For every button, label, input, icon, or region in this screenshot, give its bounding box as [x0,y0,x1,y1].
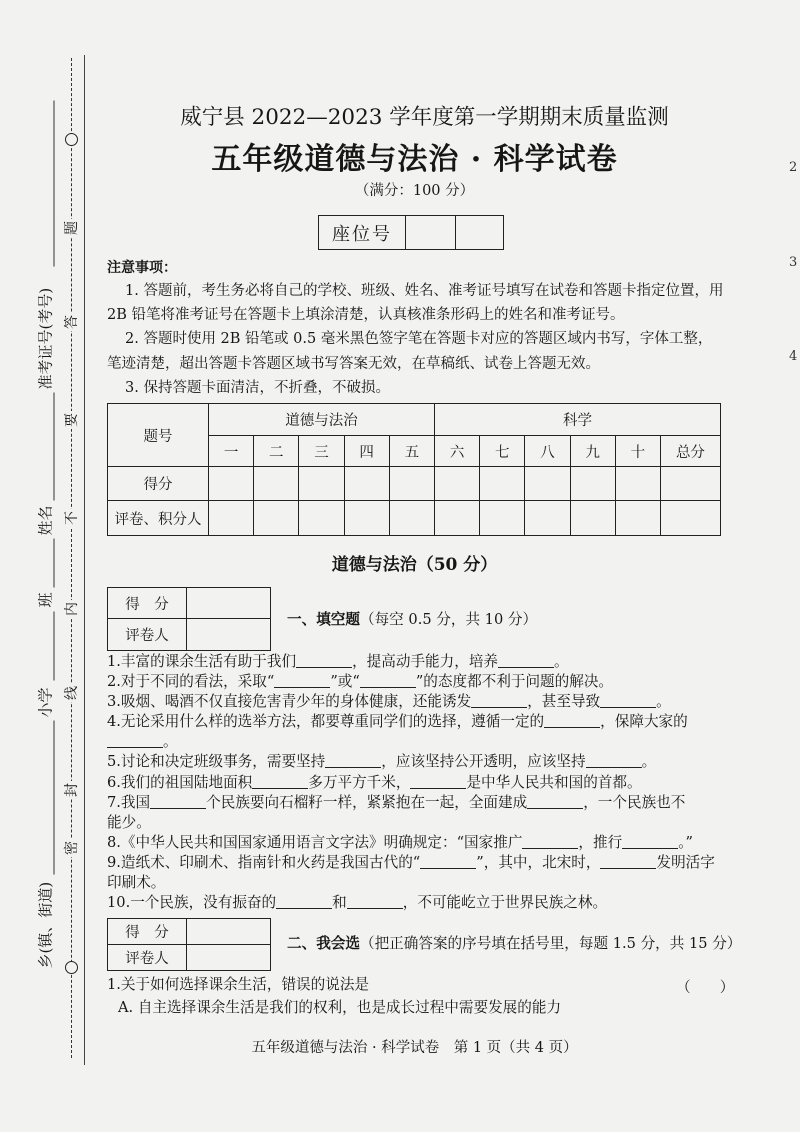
question-text: 2.对于不同的看法，采取“ [107,673,275,691]
column-header: 二 [254,436,299,467]
question-text: ，甚至导致 [527,693,601,711]
part1-heading [287,610,537,630]
question-text: ”或“ [330,673,360,691]
question-text: 。 [641,753,657,771]
fill-question-1 [107,652,747,672]
question-line [107,692,747,712]
answer-blank [274,674,330,688]
fill-question-3 [107,692,747,712]
fill-question-5 [107,752,747,772]
question-text: 。 [163,733,178,751]
part2-heading [287,934,741,954]
township-blank [34,720,54,874]
seat-number-label: 座位号 [319,216,406,250]
part2-score-box [107,918,271,971]
question-text: 8.《中华人民共和国国家通用语言文字法》明确规定：“国家推广 [107,833,523,851]
note-3-line: 3. 保持答题卡面清洁，不折叠，不破损。 [125,379,390,396]
page-footer: 五年级道德与法治 · 科学试卷 第 1 页（共 4 页） [251,1040,578,1056]
row-header-score: 得分 [108,467,209,501]
note-2-line: 笔迹清楚，超出答题卡答题区域书写答案无效，在草稿纸、试卷上答题无效。 [107,355,600,372]
question-text: 4.无论采用什么样的选举方法，都要尊重同学们的选择，遵循一定的 [107,713,545,731]
question-text: ，推行 [578,833,623,851]
grader-label: 评卷人 [108,619,187,651]
grader-cell [187,619,271,651]
answer-blank [252,775,308,789]
question-text: 1.丰富的课余生活有助于我们 [107,653,297,670]
grader-cell [254,501,299,536]
answer-blank [498,654,554,668]
question-line [107,773,747,793]
fill-question-2 [107,672,747,692]
grader-label: 评卷人 [108,945,187,971]
exam-title-line2: 五年级道德与法治 · 科学试卷 [211,142,618,177]
fill-question-7 [107,793,747,833]
row-header-grader: 评卷、积分人 [108,501,209,536]
score-cell [660,467,720,501]
answer-blank [527,795,583,809]
score-cell [299,467,344,501]
answer-blank [410,775,466,789]
question-line [107,893,747,913]
township-label: 乡(镇、街道) [36,881,54,968]
grader-cell [525,501,570,536]
answer-blank [600,694,656,708]
question-text: 7.我国 [107,793,151,811]
question-text: 能少。 [107,813,151,831]
seal-char: 不 [64,511,80,525]
part2-heading-note: （把正确答案的序号填在括号里，每题 1.5 分，共 15 分） [359,935,742,952]
score-label: 得 分 [108,919,187,945]
question-text: 5.讨论和决定班级事务，需要坚持 [107,753,326,771]
score-cell [187,919,271,945]
note-2-line: 2. 答题时使用 2B 铅笔或 0.5 毫米黑色签字笔在答题卡对应的答题区域内书写，字体工整， [125,331,713,348]
score-cell [480,467,525,501]
question-text: 发明活字 [656,853,715,871]
grader-cell [660,501,720,536]
part2-heading-label: 二、我会选 [287,935,360,952]
question-number-header: 题号 [108,404,209,467]
seal-char: 线 [64,686,80,700]
question-text: 。 [656,693,671,711]
seal-char: 题 [64,221,80,235]
score-cell [570,467,615,501]
name-label: 姓名 [36,504,54,535]
seal-circle-icon [65,961,78,974]
answer-bracket: （ ） [676,979,735,996]
fill-question-8 [107,833,747,853]
question-line [107,672,747,692]
question-line [107,712,747,732]
grader-cell [480,501,525,536]
score-cell [344,467,389,501]
column-header: 十 [615,436,660,467]
seal-dashed-line [71,58,72,1058]
fill-question-4 [107,712,747,752]
score-cell [525,467,570,501]
question-text: ，不可能屹立于世界民族之林。 [402,894,608,912]
exam-id-blank [34,392,54,500]
question-line [107,833,747,853]
answer-blank [150,795,206,809]
question-text: ，一个民族也不 [583,793,686,811]
question-text: 多万平方千米， [308,773,411,791]
seat-number-box [318,215,504,250]
column-header: 一 [209,436,254,467]
grader-cell [344,501,389,536]
question-text: 3.吸烟、喝酒不仅直接危害青少年的身体健康，还能诱发 [107,693,472,711]
binding-solid-line [84,55,85,1065]
part1-score-box [107,587,271,651]
question-text: ，应该坚持公开透明，应该坚持 [381,753,586,771]
grader-cell [209,501,254,536]
answer-blank [325,754,381,768]
score-cell [389,467,434,501]
answer-blank [360,674,416,688]
answer-blank [347,895,403,909]
seal-char: 封 [64,783,80,797]
part1-heading-label: 一、填空题 [287,611,360,628]
question-line [107,793,747,813]
score-cell [187,588,271,619]
seal-char: 密 [64,841,80,855]
name-blank [34,538,54,587]
binding-info-strip [34,100,56,985]
column-header: 五 [389,436,434,467]
part1-heading-note: （每空 0.5 分，共 10 分） [359,611,538,628]
answer-blank [586,754,642,768]
question-text: 。 [554,653,569,670]
score-cell [435,467,480,501]
notes-list [107,279,727,400]
question-text: 6.我们的祖国陆地面积 [107,773,253,791]
question-text: 9.造纸术、印刷术、指南针和火药是我国古代的“ [107,853,421,871]
grader-cell [187,945,271,971]
column-header: 三 [299,436,344,467]
question-line [107,652,747,672]
grader-cell [570,501,615,536]
seal-char: 内 [64,602,80,616]
score-label: 得 分 [108,588,187,619]
question-text: ，保障大家的 [600,713,688,731]
question-text: 10.一个民族，没有振奋的 [107,894,277,912]
seal-char: 答 [64,315,80,329]
answer-blank [107,734,163,748]
grader-cell [435,501,480,536]
question-line [107,732,747,752]
seat-number-cell [456,216,504,250]
column-header: 四 [344,436,389,467]
column-header: 七 [480,436,525,467]
column-header-total: 总分 [660,436,720,467]
seal-circle-icon [65,133,78,146]
edge-mark: 3 [789,255,798,270]
score-cell [209,467,254,501]
group-header-morality: 道德与法治 [209,404,435,436]
question-text: ”，其中，北宋时， [476,853,601,871]
answer-blank [544,714,600,728]
class-label: 班 [36,591,54,607]
question-text: 印刷术。 [107,874,166,892]
question-text: ，提高动手能力，培养 [352,653,499,670]
answer-blank [471,694,527,708]
question-line [107,752,747,772]
choice-question-stem: 1.关于如何选择课余生活，错误的说法是 [107,976,370,993]
answer-blank [600,855,656,869]
answer-blank [296,654,352,668]
column-header: 九 [570,436,615,467]
question-text: 。” [678,833,693,851]
grader-cell [299,501,344,536]
score-cell [615,467,660,501]
score-cell [254,467,299,501]
exam-title-line1: 威宁县 2022—2023 学年度第一学期期末质量监测 [180,105,669,130]
answer-blank [622,835,678,849]
seat-number-cell [406,216,456,250]
fill-question-10 [107,893,747,913]
group-header-science: 科学 [435,404,721,436]
score-table [107,403,721,536]
seal-char: 要 [64,413,80,427]
column-header: 六 [435,436,480,467]
answer-blank [420,855,476,869]
notes-heading: 注意事项： [107,260,177,276]
exam-id-label: 准考证号(考号) [36,287,54,389]
question-text: 个民族要向石榴籽一样，紧紧抱在一起，全面建成 [206,793,528,811]
choice-option-a: A. 自主选择课余生活是我们的权利，也是成长过程中需要发展的能力 [118,999,562,1016]
question-line [107,813,747,833]
fill-question-6 [107,773,747,793]
question-text: 是中华人民共和国的首都。 [466,773,642,791]
note-1-line: 1. 答题前，考生务必将自己的学校、班级、姓名、准考证号填写在试卷和答题卡指定位置，用 [125,283,724,299]
question-text: 和 [332,894,347,912]
edge-mark: 4 [789,349,798,364]
fill-in-questions [107,652,747,913]
fill-question-9 [107,853,747,893]
class-blank [34,611,54,680]
grader-cell [389,501,434,536]
grader-cell [615,501,660,536]
question-line [107,873,747,893]
edge-mark: 2 [789,160,798,175]
note-1-line: 2B 铅笔将准考证号在答题卡上填涂清楚，认真核准条形码上的姓名和准考证号。 [107,307,625,324]
question-line [107,853,747,873]
full-score: （满分：100 分） [354,183,475,199]
exam-id-field-blank [34,100,54,266]
column-header: 八 [525,436,570,467]
section-title: 道德与法治（50 分） [331,555,498,575]
answer-blank [522,835,578,849]
answer-blank [276,895,332,909]
question-text: ”的态度都不利于问题的解决。 [415,673,614,691]
school-label: 小学 [36,686,54,717]
